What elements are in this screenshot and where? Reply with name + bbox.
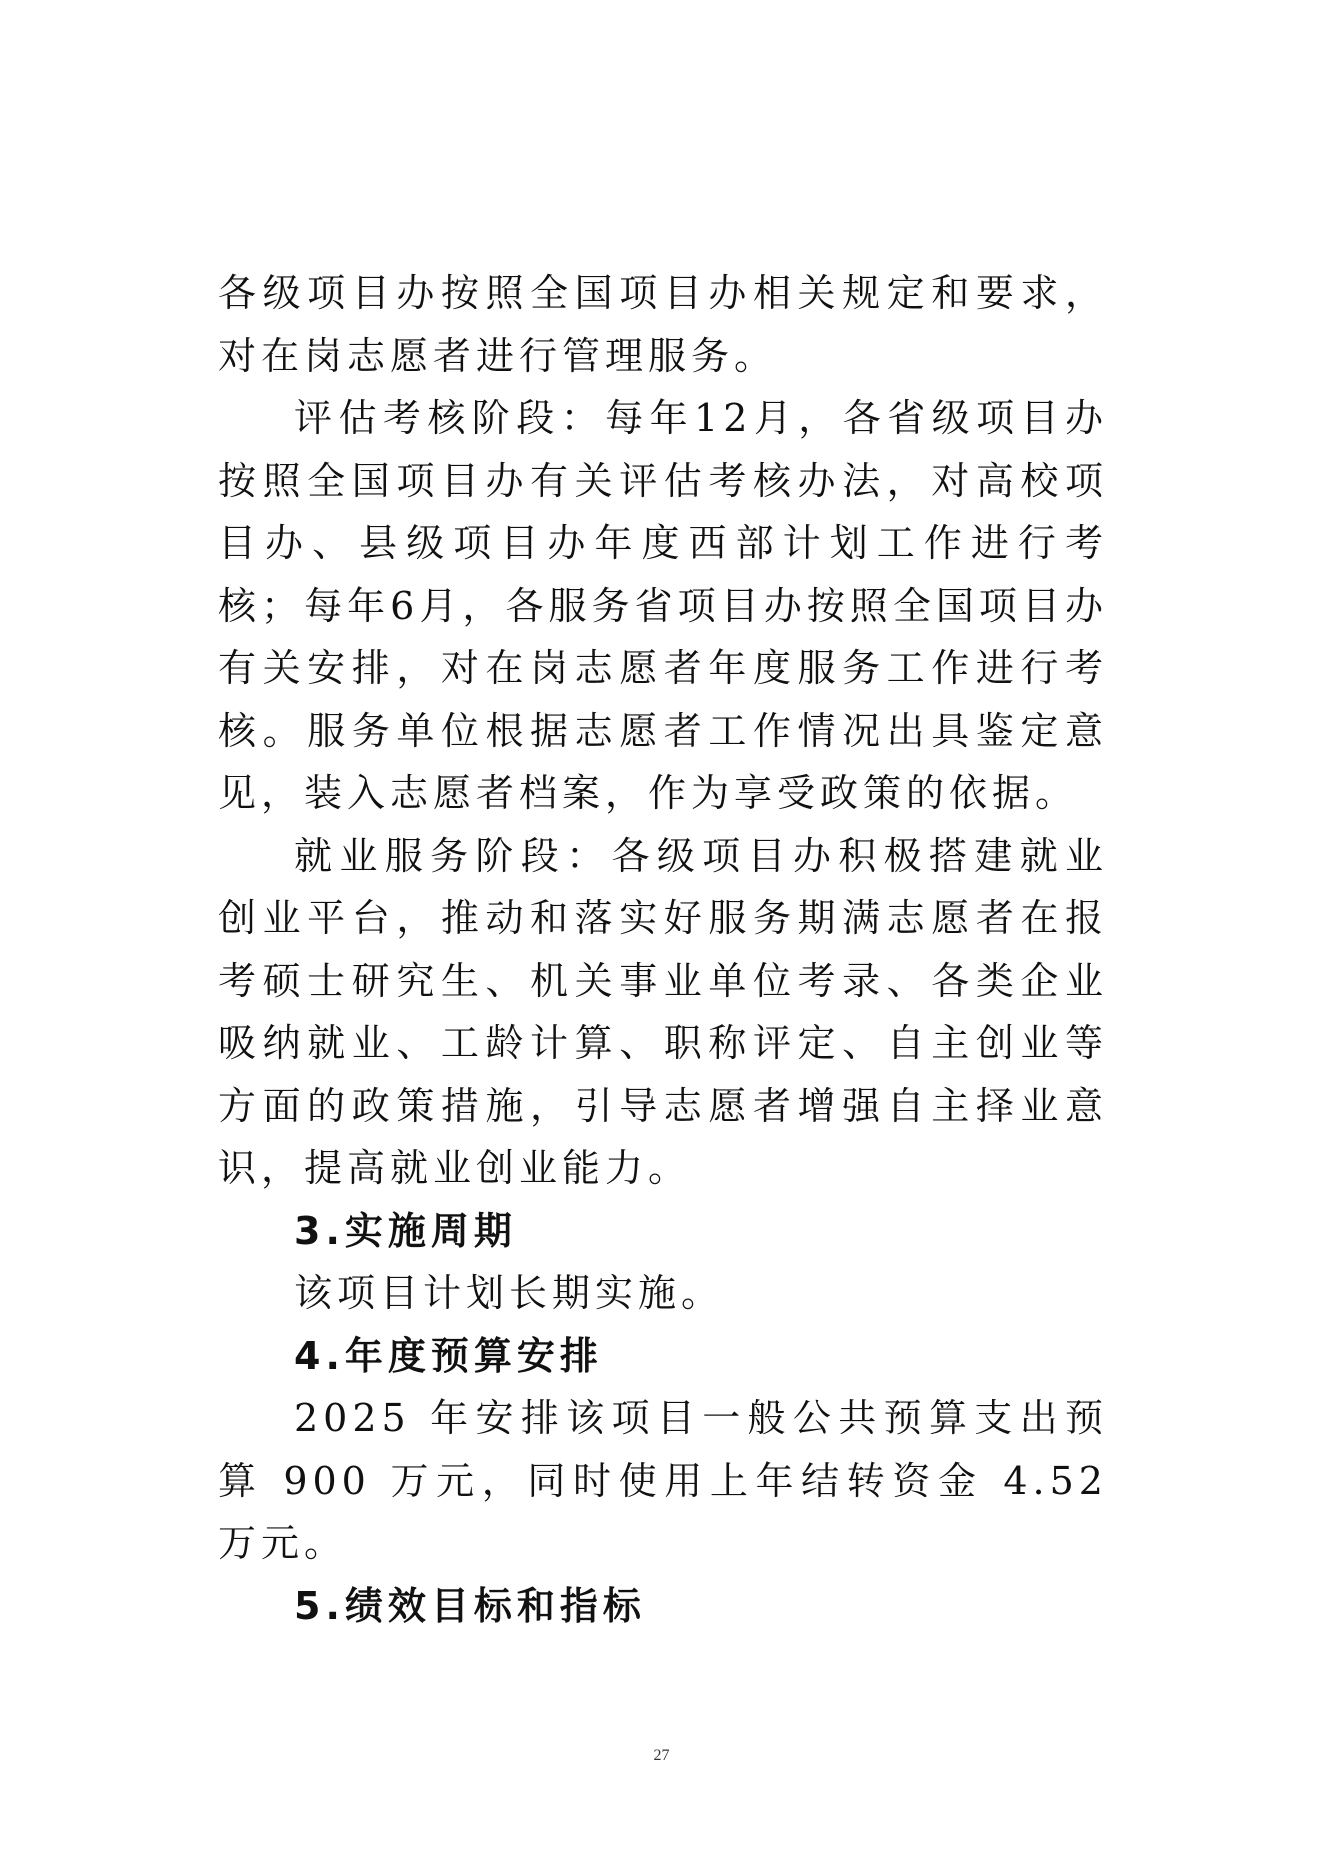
- page-number: 27: [653, 1747, 670, 1764]
- section-heading-implementation-period: 3.实施周期: [294, 1208, 517, 1253]
- paragraph-annual-budget: 2025 年安排该项目一般公共预算支出预算 900 万元，同时使用上年结转资金 4.52 万元。: [218, 1396, 1108, 1565]
- paragraph-implementation-period: 该项目计划长期实施。: [294, 1271, 725, 1315]
- paragraph-employment-stage: 就业服务阶段：各级项目办积极搭建就业创业平台，推动和落实好服务期满志愿者在报考硕士研究生、机关事业单位考录、各类企业吸纳就业、工龄计算、职称评定、自主创业等方面的政策措施，引导志愿者增强自主择业意识，提高就业创业能力。: [218, 833, 1108, 1190]
- document-body: [218, 262, 1108, 1637]
- section-heading-performance-targets: 5.绩效目标和指标: [294, 1583, 646, 1628]
- section-heading-annual-budget: 4.年度预算安排: [294, 1333, 603, 1378]
- paragraph-evaluation-stage: 评估考核阶段：每年12月，各省级项目办按照全国项目办有关评估考核办法，对高校项目办、县级项目办年度西部计划工作进行考核；每年6月，各服务省项目办按照全国项目办有关安排，对在岗志愿者年度服务工作进行考核。服务单位根据志愿者工作情况出具鉴定意见，装入志愿者档案，作为享受政策的依据。: [218, 396, 1108, 815]
- paragraph-management-service: 各级项目办按照全国项目办相关规定和要求，对在岗志愿者进行管理服务。: [218, 271, 1108, 378]
